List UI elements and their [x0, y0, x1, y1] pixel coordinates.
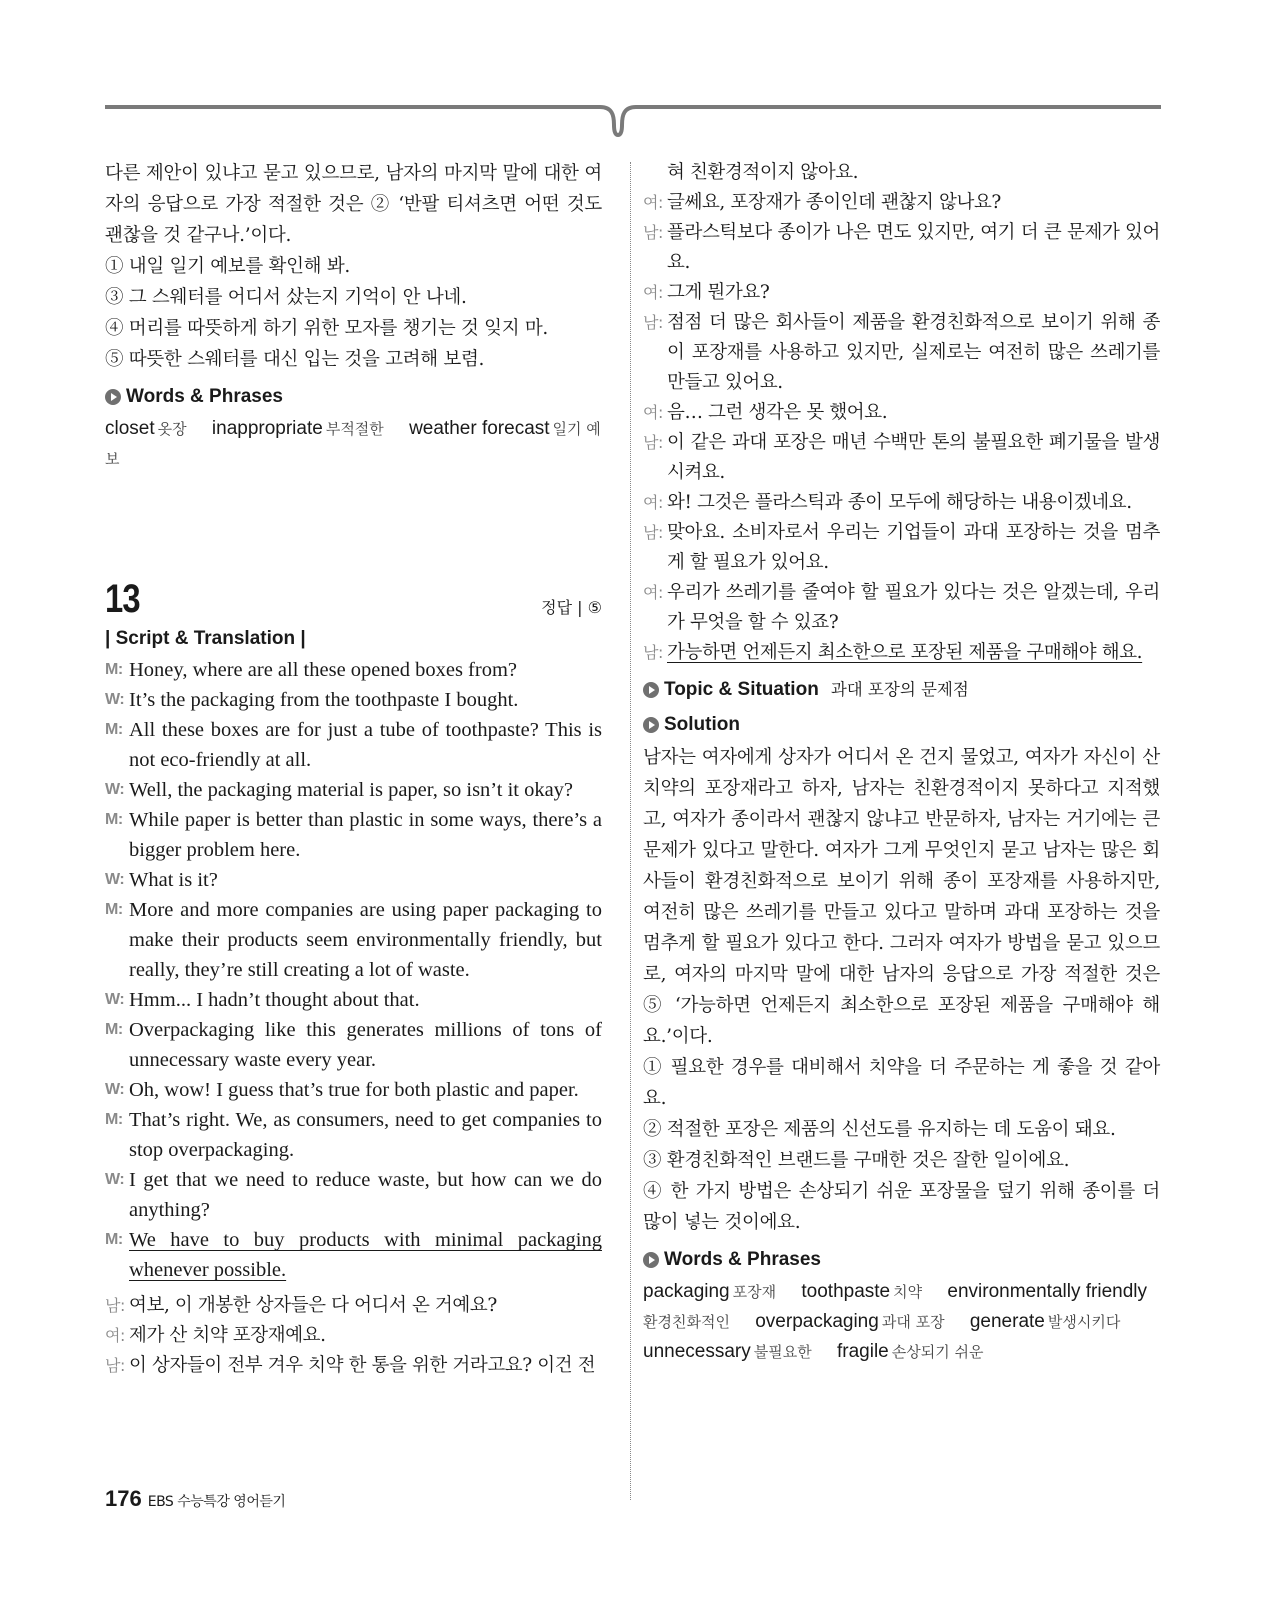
- play-bullet-icon: [643, 682, 659, 698]
- page-number: 176: [105, 1486, 142, 1511]
- prev-option: ① 내일 일기 예보를 확인해 봐.: [105, 256, 350, 277]
- answer-underlined: We have to buy products with minimal packaging whenever possible.: [129, 1229, 602, 1281]
- script-line-answer: M: We have to buy products with minimal packaging whenever possible.: [105, 1225, 602, 1285]
- solution-text: 남자는 여자에게 상자가 어디서 온 건지 물었고, 여자가 자신이 산 치약의 포장재라고 하자, 남자는 친환경적이지 못하다고 지적했고, 여자가 종이라서 괜찮지 않냐고 반문하자, 남자는 거기에는 큰 문제가 있다고 말한다. 여자가 그게 무엇인지 묻고 남자는 많은 회사들이 환경친화적으로 보이기 위해 종이 포장재를 사용하지만, 여전히 많은 쓰레기를 만들고 있다고 말하며 과대 포장하는 것을 멈추게 할 필요가 있다고 한다. 그러자 여자가 방법을 묻고 있으므로, 여자의 마지막 말에 대한 남자의 응답으로 가장 적절한 것은 ⑤ ‘가능하면 언제든지 최소한으로 포장된 제품을 구매해야 해요.’이다.: [643, 747, 1160, 1047]
- script-line-ko: 남: 이 같은 과대 포장은 매년 수백만 톤의 불필요한 폐기물을 발생시켜요.: [643, 432, 1160, 483]
- script-line-ko: 남: 플라스틱보다 종이가 나은 면도 있지만, 여기 더 큰 문제가 있어요.: [643, 222, 1160, 273]
- option: ① 필요한 경우를 대비해서 치약을 더 주문하는 게 좋을 것 같아요.: [643, 1057, 1160, 1109]
- script-line-ko: 남: 맞아요. 소비자로서 우리는 기업들이 과대 포장하는 것을 멈추게 할 필요가 있어요.: [643, 522, 1160, 573]
- script-line: W: I get that we need to reduce waste, but how can we do anything?: [105, 1169, 602, 1221]
- topic-heading: Topic & Situation 과대 포장의 문제점: [643, 677, 1160, 703]
- prev-option: ③ 그 스웨터를 어디서 샀는지 기억이 안 나네.: [105, 287, 467, 308]
- script-line-ko: 남: 점점 더 많은 회사들이 제품을 환경친화적으로 보이기 위해 종이 포장재를 사용하고 있지만, 실제로는 여전히 많은 쓰레기를 만들고 있어요.: [643, 312, 1160, 393]
- prev-words-heading: Words & Phrases: [105, 384, 602, 410]
- script-line: M: Overpackaging like this generates millions of tons of unnecessary waste every year.: [105, 1019, 602, 1071]
- script-line-ko: 남: 이 상자들이 전부 겨우 치약 한 통을 위한 거라고요? 이건 전: [105, 1355, 596, 1376]
- script-korean-cont: [643, 158, 1160, 668]
- prev-words-list: closet 옷장 inappropriate 부적절한 weather forecast 일기 예보: [105, 418, 601, 468]
- answer-underlined-ko: 가능하면 언제든지 최소한으로 포장된 제품을 구매해야 해요.: [667, 642, 1143, 663]
- script-line-ko: 남: 여보, 이 개봉한 상자들은 다 어디서 온 거예요?: [105, 1295, 497, 1316]
- answer-label: 정답 | ⑤: [541, 598, 602, 617]
- script-line: W: It’s the packaging from the toothpaste I bought.: [105, 689, 519, 711]
- script-line: W: Oh, wow! I guess that’s true for both plastic and paper.: [105, 1079, 579, 1101]
- script-english: [105, 655, 602, 1285]
- script-korean-start: [105, 1291, 602, 1381]
- topic-text: 과대 포장의 문제점: [830, 680, 969, 699]
- script-line: M: That’s right. We, as consumers, need to get companies to stop overpackaging.: [105, 1109, 602, 1161]
- prev-solution-text: 다른 제안이 있냐고 묻고 있으므로, 남자의 마지막 말에 대한 여자의 응답으로 가장 적절한 것은 ② ‘반팔 티셔츠면 어떤 것도 괜찮을 것 같구나.’이다.: [105, 163, 602, 246]
- script-line-ko: 여: 우리가 쓰레기를 줄여야 할 필요가 있다는 것은 알겠는데, 우리가 무엇을 할 수 있죠?: [643, 582, 1160, 633]
- script-line-ko: 혀 친환경적이지 않아요.: [667, 162, 859, 183]
- page-footer: [105, 1486, 285, 1512]
- option: ② 적절한 포장은 제품의 신선도를 유지하는 데 도움이 돼요.: [643, 1119, 1116, 1140]
- script-line-ko: 여: 와! 그것은 플라스틱과 종이 모두에 해당하는 내용이겠네요.: [643, 492, 1132, 513]
- option: ④ 한 가지 방법은 손상되기 쉬운 포장물을 덮기 위해 종이를 더 많이 넣는 것이에요.: [643, 1181, 1160, 1233]
- left-column: [105, 158, 602, 1381]
- script-line: W: Hmm... I hadn’t thought about that.: [105, 989, 420, 1011]
- book-title: EBS 수능특강 영어듣기: [147, 1494, 286, 1510]
- play-bullet-icon: [643, 1252, 659, 1268]
- words-heading: Words & Phrases: [643, 1247, 1160, 1273]
- question-number: 13: [105, 577, 140, 621]
- script-line-ko: 여: 제가 산 치약 포장재예요.: [105, 1325, 326, 1346]
- prev-option: ⑤ 따뜻한 스웨터를 대신 입는 것을 고려해 보렴.: [105, 349, 485, 370]
- script-line-ko: 여: 그게 뭔가요?: [643, 282, 770, 303]
- script-line: M: Honey, where are all these opened boxes from?: [105, 659, 518, 681]
- play-bullet-icon: [643, 717, 659, 733]
- script-line-ko: 여: 글쎄요, 포장재가 종이인데 괜찮지 않나요?: [643, 192, 1001, 213]
- question-header: [105, 579, 602, 619]
- header-rule: [0, 0, 1280, 160]
- right-column: [643, 158, 1160, 1367]
- prev-option: ④ 머리를 따뜻하게 하기 위한 모자를 챙기는 것 잊지 마.: [105, 318, 548, 339]
- script-line: M: More and more companies are using paper packaging to make their products seem environmentally friendly, but really, they’re still creating a lot of waste.: [105, 899, 602, 981]
- solution-heading: Solution: [643, 712, 1160, 738]
- column-divider: [630, 162, 631, 1500]
- script-line: W: What is it?: [105, 869, 218, 891]
- script-line: M: All these boxes are for just a tube of toothpaste? This is not eco-friendly at all.: [105, 719, 602, 771]
- script-heading: | Script & Translation |: [105, 628, 306, 649]
- option: ③ 환경친화적인 브랜드를 구매한 것은 잘한 일이에요.: [643, 1150, 1070, 1171]
- script-line: M: While paper is better than plastic in some ways, there’s a bigger problem here.: [105, 809, 602, 861]
- script-line-ko-answer: 남: 가능하면 언제든지 최소한으로 포장된 제품을 구매해야 해요.: [643, 638, 1160, 668]
- script-line-ko: 여: 음… 그런 생각은 못 했어요.: [643, 402, 888, 423]
- script-line: W: Well, the packaging material is paper, so isn’t it okay?: [105, 779, 574, 801]
- words-list: packaging 포장재 toothpaste 치약 environmentally friendly환경친화적인 overpackaging 과대 포장 generate 발생시키다 unnecessary 불필요한 fragile 손상되기 쉬운: [643, 1281, 1147, 1362]
- play-bullet-icon: [105, 389, 121, 405]
